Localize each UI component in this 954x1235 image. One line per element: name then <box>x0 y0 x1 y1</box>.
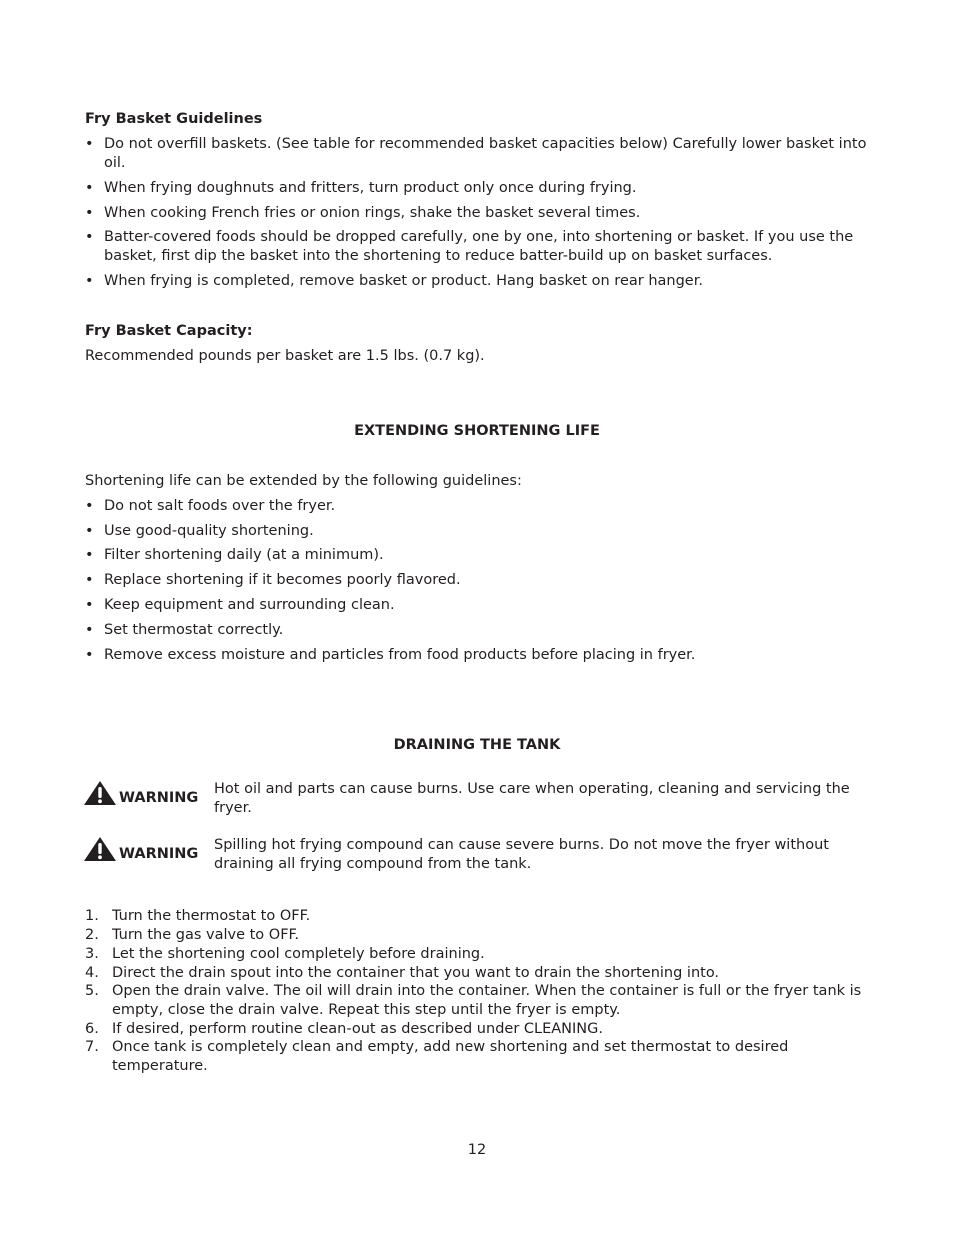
bullet-icon: • <box>85 498 94 514</box>
list-item <box>85 571 875 590</box>
step-text: Turn the thermostat to OFF. <box>112 908 311 924</box>
list-item <box>85 179 875 198</box>
bullet-icon: • <box>85 180 94 196</box>
step-text: Turn the gas valve to OFF. <box>112 927 300 943</box>
warning-label <box>83 836 198 864</box>
list-item <box>85 546 875 565</box>
bullet-icon: • <box>85 205 94 221</box>
step-item <box>85 945 865 964</box>
list-item <box>85 204 875 223</box>
step-item <box>85 982 865 1020</box>
bullet-icon: • <box>85 229 94 245</box>
step-number: 1. <box>85 908 99 924</box>
extending-shortening-life-heading: EXTENDING SHORTENING LIFE <box>354 423 600 439</box>
bullet-icon: • <box>85 523 94 539</box>
step-number: 3. <box>85 946 99 962</box>
warning-triangle-icon <box>83 836 117 862</box>
warning-text: Hot oil and parts can cause burns. Use care when operating, cleaning and servicing the fryer. <box>214 781 850 816</box>
list-item-text: Do not salt foods over the fryer. <box>104 498 336 514</box>
fry-basket-capacity-text: Recommended pounds per basket are 1.5 lbs. (0.7 kg). <box>85 348 485 364</box>
step-item <box>85 964 865 983</box>
list-item-text: Replace shortening if it becomes poorly flavored. <box>104 572 461 588</box>
step-text: Let the shortening cool completely before draining. <box>112 946 485 962</box>
list-item-text: Use good-quality shortening. <box>104 523 314 539</box>
warning-notice <box>83 836 873 874</box>
list-item-text: Filter shortening daily (at a minimum). <box>104 547 384 563</box>
list-item <box>85 522 875 541</box>
list-item <box>85 272 875 291</box>
warning-label-text: WARNING <box>119 790 199 806</box>
list-item <box>85 596 875 615</box>
list-item-text: Remove excess moisture and particles from food products before placing in fryer. <box>104 647 696 663</box>
draining-the-tank-heading: DRAINING THE TANK <box>393 737 561 753</box>
warning-triangle-icon <box>83 780 117 806</box>
warning-label-text: WARNING <box>119 846 199 862</box>
bullet-icon: • <box>85 622 94 638</box>
fry-basket-guidelines-heading: Fry Basket Guidelines <box>85 111 263 127</box>
list-item-text: When cooking French fries or onion rings, shake the basket several times. <box>104 205 641 221</box>
bullet-icon: • <box>85 273 94 289</box>
step-number: 4. <box>85 965 99 981</box>
step-item <box>85 1038 865 1076</box>
shortening-intro-text: Shortening life can be extended by the following guidelines: <box>85 473 522 489</box>
step-text: If desired, perform routine clean-out as described under CLEANING. <box>112 1021 603 1037</box>
step-item <box>85 926 865 945</box>
list-item <box>85 646 875 665</box>
step-number: 7. <box>85 1039 99 1055</box>
step-number: 6. <box>85 1021 99 1037</box>
list-item-text: Keep equipment and surrounding clean. <box>104 597 395 613</box>
list-item <box>85 228 875 266</box>
step-text: Open the drain valve. The oil will drain into the container. When the container is full or the fryer tank is empty, close the drain valve. Repeat this step until the fryer is empty. <box>112 983 862 1018</box>
list-item <box>85 621 875 640</box>
warning-notice <box>83 780 873 818</box>
bullet-icon: • <box>85 547 94 563</box>
step-text: Direct the drain spout into the container that you want to drain the shortening into. <box>112 965 720 981</box>
bullet-icon: • <box>85 597 94 613</box>
step-number: 5. <box>85 983 99 999</box>
bullet-icon: • <box>85 136 94 152</box>
step-item <box>85 1020 865 1039</box>
list-item-text: When frying is completed, remove basket or product. Hang basket on rear hanger. <box>104 273 703 289</box>
list-item <box>85 497 875 516</box>
fry-basket-capacity-heading: Fry Basket Capacity: <box>85 323 253 339</box>
warning-text: Spilling hot frying compound can cause severe burns. Do not move the fryer without draining all frying compound from the tank. <box>214 837 829 872</box>
step-item <box>85 907 865 926</box>
bullet-icon: • <box>85 572 94 588</box>
list-item-text: Batter-covered foods should be dropped carefully, one by one, into shortening or basket. If you use the basket, first dip the basket into the shortening to reduce batter-build up on basket surfaces. <box>104 229 854 264</box>
page-number: 12 <box>467 1142 487 1158</box>
step-number: 2. <box>85 927 99 943</box>
list-item <box>85 135 875 173</box>
bullet-icon: • <box>85 647 94 663</box>
list-item-text: Do not overfill baskets. (See table for recommended basket capacities below) Carefully lower basket into oil. <box>104 136 867 171</box>
warning-label <box>83 780 198 808</box>
list-item-text: Set thermostat correctly. <box>104 622 284 638</box>
list-item-text: When frying doughnuts and fritters, turn product only once during frying. <box>104 180 637 196</box>
step-text: Once tank is completely clean and empty, add new shortening and set thermostat to desired temperature. <box>112 1039 789 1074</box>
